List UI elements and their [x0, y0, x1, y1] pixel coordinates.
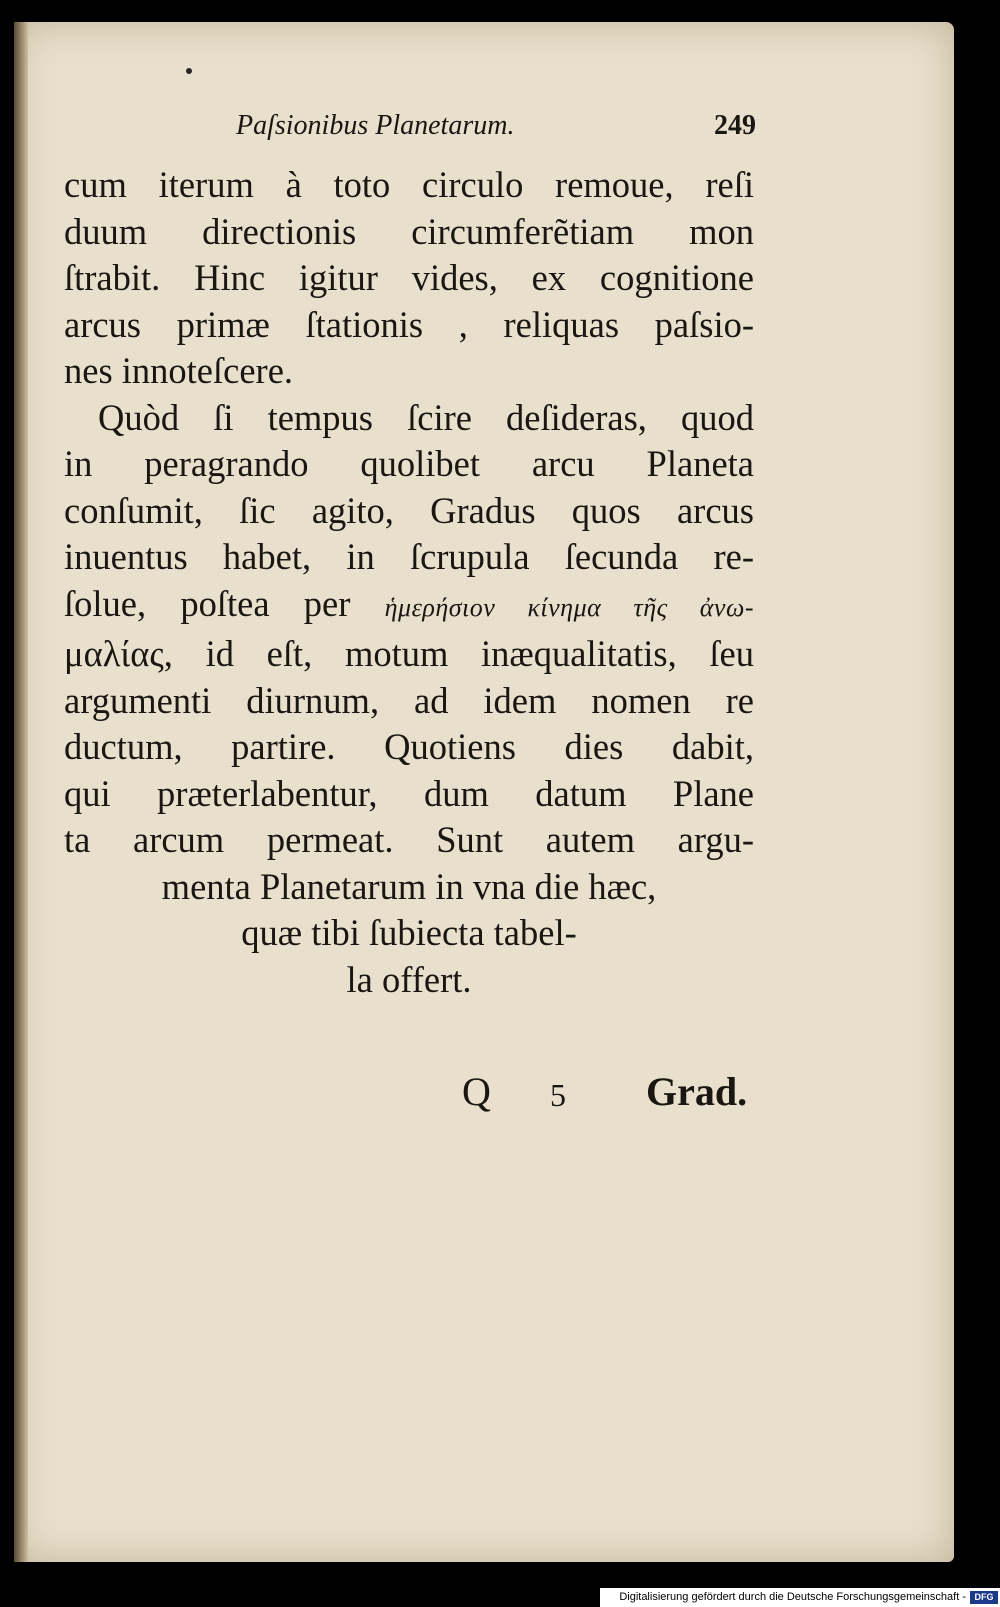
- text-line: arcus primæ ſtationis , reliquas paſsio-: [64, 303, 754, 345]
- text-line: ductum, partire. Quotiens dies dabit,: [64, 726, 754, 767]
- running-title: Paſsionibus Planetarum.: [236, 110, 515, 141]
- catchword: Grad.: [646, 1069, 748, 1114]
- text-line: nes innoteſcere.: [64, 350, 294, 391]
- text-line: argumenti diurnum, ad idem nomen re: [64, 679, 754, 721]
- digitization-footer: [600, 1588, 1000, 1607]
- book-page: [14, 22, 954, 1562]
- text-line: duum directionis circumferẽtiam mon: [64, 210, 754, 252]
- text-line: quæ tibi ſubiecta tabel-: [241, 912, 577, 953]
- text-line-latin: ſolue, poſtea per: [64, 582, 351, 624]
- dfg-logo: DFG: [970, 1591, 998, 1604]
- text-line: ta arcum permeat. Sunt autem argu-: [64, 819, 754, 860]
- body-text: [64, 162, 754, 1003]
- text-line: menta Planetarum in vna die hæc,: [161, 865, 657, 907]
- text-line: cum iterum à toto circulo remoue, reſi: [64, 164, 754, 205]
- text-line: la offert.: [346, 958, 472, 1000]
- page-spine-edge: [14, 22, 28, 1562]
- signature-mark: Q: [462, 1069, 491, 1114]
- text-line-with-greek: [64, 581, 754, 632]
- footer-credit: Digitalisierung gefördert durch die Deutsche Forschungsgemeinschaft -: [619, 1591, 966, 1603]
- ink-speck: [186, 68, 192, 74]
- text-line: Quòd ſi tempus ſcire deſideras, quod: [98, 396, 754, 438]
- text-line: μαλίας, id eſt, motum inæqualitatis, ſeu: [64, 633, 754, 674]
- text-line: conſumit, ſic agito, Gradus quos arcus: [64, 489, 754, 531]
- text-line: ſtrabit. Hinc igitur vides, ex cognitione: [64, 257, 754, 298]
- text-line: qui præterlabentur, dum datum Plane: [64, 772, 754, 814]
- page-number: 249: [714, 110, 756, 141]
- text-line: inuentus habet, in ſcrupula ſecunda re-: [64, 536, 754, 577]
- text-line: in peragrando quolibet arcu Planeta: [64, 443, 754, 484]
- signature-number: 5: [550, 1077, 566, 1113]
- greek-phrase: ἡμερήσιον κίνημα τῆς ἀνω-: [384, 592, 754, 622]
- running-header: [236, 110, 756, 150]
